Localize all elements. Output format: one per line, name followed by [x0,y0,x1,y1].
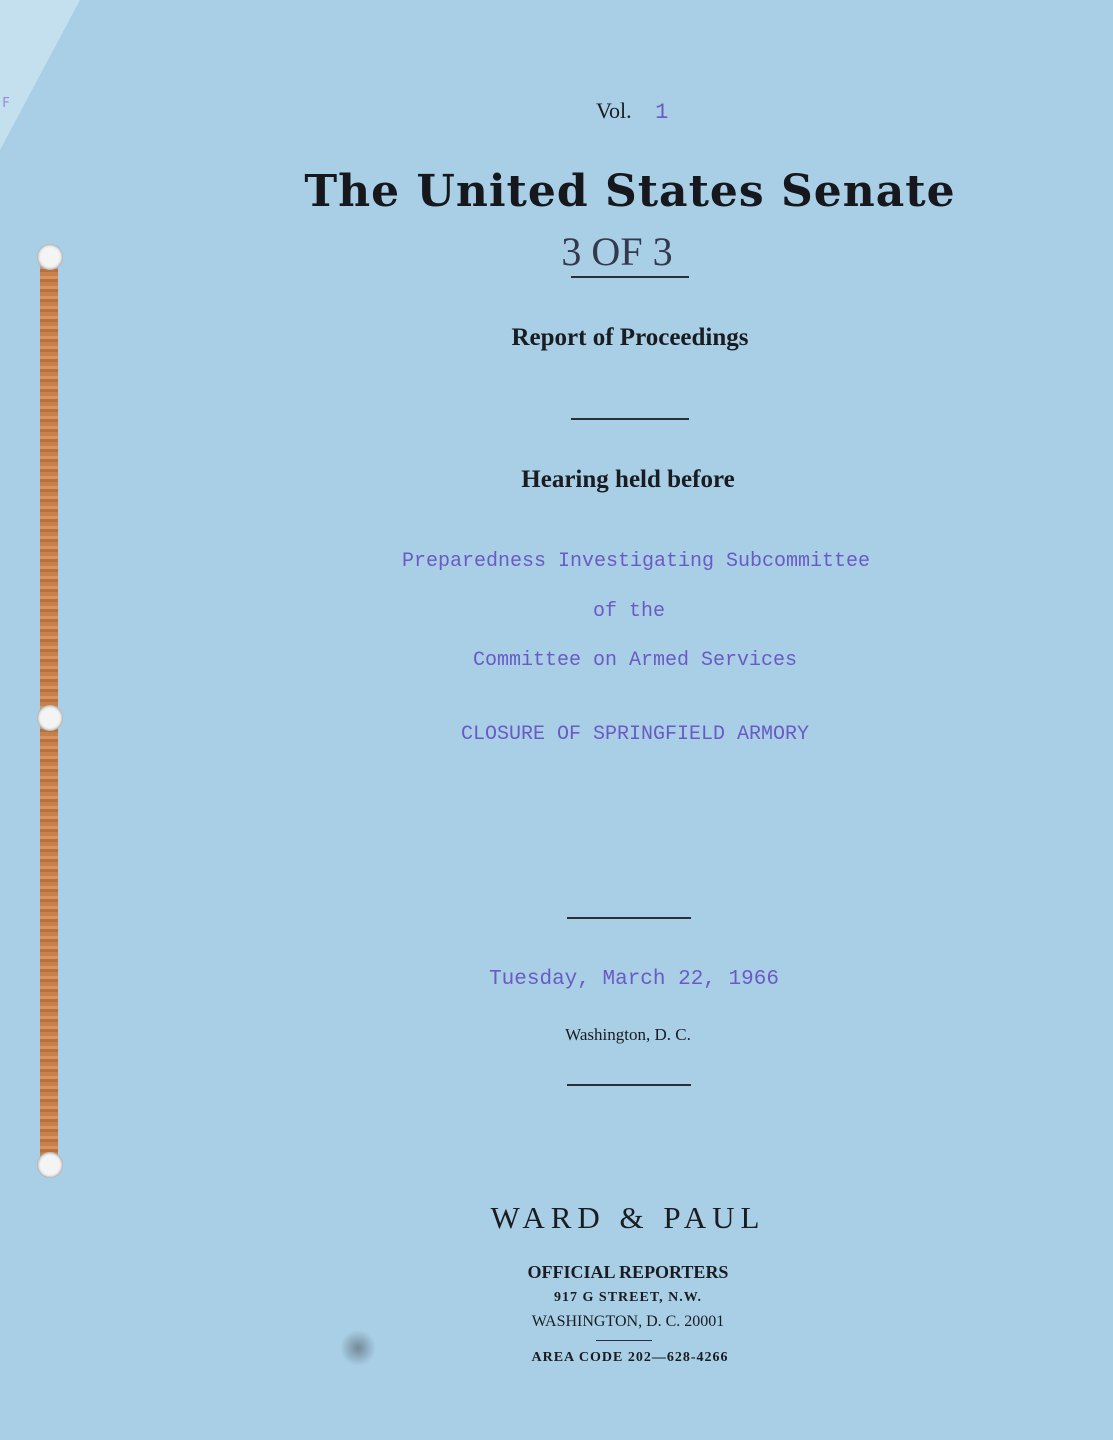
volume-line [596,98,668,125]
reporter-role: OFFICIAL REPORTERS [527,1262,729,1282]
copy-stamp: 3 OF 3 [561,229,673,274]
committee-line-2: of the [592,600,666,623]
corner-mark: F [2,96,10,111]
divider-1 [571,418,689,420]
reporter-name: WARD & PAUL [490,1200,766,1235]
ink-smudge [340,1330,376,1366]
hearing-date: Tuesday, March 22, 1966 [489,968,779,991]
volume-number: 1 [655,100,669,125]
reporter-street: 917 G STREET, N.W. [554,1290,702,1305]
senate-title: The United States Senate [304,166,956,217]
committee-line-3: Committee on Armed Services [472,649,798,672]
binding-hole-middle [37,705,63,731]
divider-2 [567,917,691,919]
committee-line-1: Preparedness Investigating Subcommittee [401,550,871,573]
folded-corner [0,0,80,150]
reporter-city: WASHINGTON, D. C. 20001 [531,1313,725,1330]
binding-hole-top [37,244,63,270]
address-divider [596,1340,652,1341]
hearing-label: Hearing held before [521,466,735,493]
volume-label: Vol. [596,98,632,123]
report-title: Report of Proceedings [511,324,749,351]
reporter-phone: AREA CODE 202—628-4266 [531,1350,729,1365]
hearing-subject: CLOSURE OF SPRINGFIELD ARMORY [460,723,810,746]
binding-hole-bottom [37,1152,63,1178]
stamp-underline [571,276,689,278]
hearing-place: Washington, D. C. [565,1025,691,1044]
divider-3 [567,1084,691,1086]
